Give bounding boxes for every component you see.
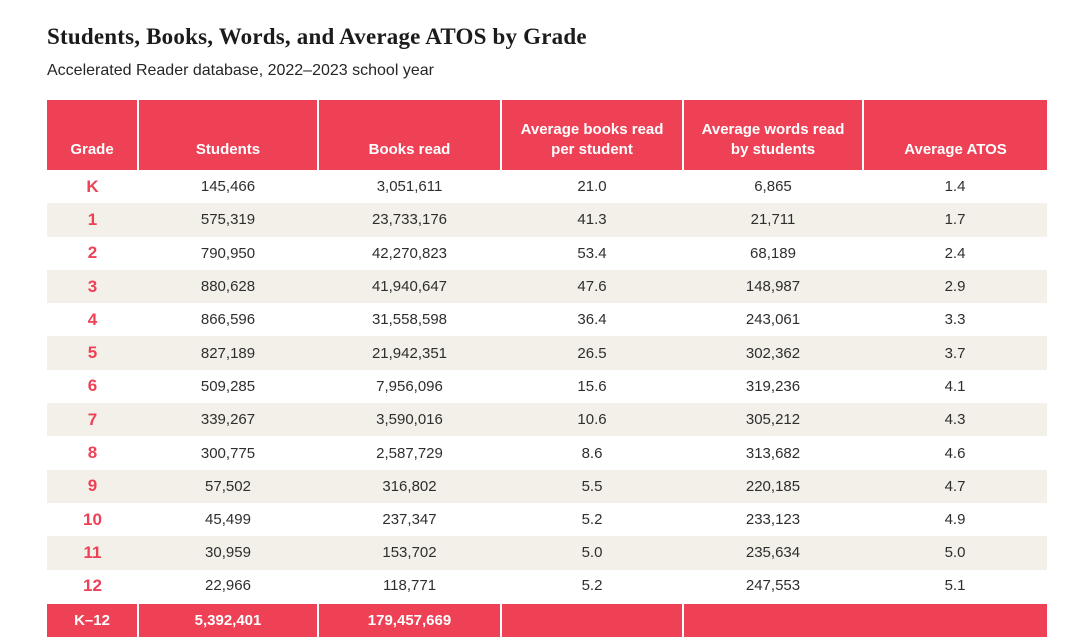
table-row xyxy=(47,336,1047,369)
col-header-avg-books: Average books read per student xyxy=(501,100,683,170)
cell-avg-words: 68,189 xyxy=(750,244,796,262)
cell-avg-words: 21,711 xyxy=(750,211,796,229)
table-row xyxy=(47,470,1047,503)
cell-avg-words: 313,682 xyxy=(745,444,801,462)
cell-avg-atos: 3.7 xyxy=(944,344,966,362)
table-row xyxy=(47,203,1047,236)
cell-grade: 8 xyxy=(87,443,98,463)
cell-books-read: 2,587,729 xyxy=(376,444,443,462)
table-row xyxy=(47,270,1047,303)
totals-avg-books xyxy=(501,603,683,637)
page-title: Students, Books, Words, and Average ATOS by Grade xyxy=(47,24,587,49)
cell-books-read: 7,956,096 xyxy=(376,377,443,395)
cell-students: 339,267 xyxy=(200,411,256,429)
cell-avg-books: 8.6 xyxy=(581,444,603,462)
table-row xyxy=(47,237,1047,270)
cell-books-read: 118,771 xyxy=(382,577,437,595)
cell-avg-books: 5.0 xyxy=(581,544,603,562)
table-row xyxy=(47,403,1047,436)
cell-students: 30,959 xyxy=(205,544,251,562)
cell-avg-atos: 4.6 xyxy=(944,444,966,462)
cell-books-read: 31,558,598 xyxy=(371,311,448,329)
table-row xyxy=(47,536,1047,569)
cell-avg-books: 5.2 xyxy=(581,511,603,529)
cell-grade: 1 xyxy=(87,209,98,229)
cell-avg-books: 5.2 xyxy=(581,577,603,595)
cell-avg-atos: 1.7 xyxy=(944,211,966,229)
cell-avg-books: 26.5 xyxy=(577,344,607,362)
cell-grade: 5 xyxy=(87,343,98,363)
col-header-avg-words: Average words read by students xyxy=(683,100,863,170)
atos-by-grade-table xyxy=(47,100,1047,637)
cell-avg-books: 21.0 xyxy=(577,178,607,196)
cell-avg-books: 15.6 xyxy=(577,377,607,395)
header-row xyxy=(47,100,1047,170)
cell-avg-words: 235,634 xyxy=(745,544,801,562)
cell-students: 575,319 xyxy=(200,211,256,229)
cell-avg-words: 305,212 xyxy=(745,411,801,429)
cell-grade: K xyxy=(86,176,99,196)
cell-avg-atos: 4.9 xyxy=(944,511,966,529)
cell-avg-words: 319,236 xyxy=(745,377,801,395)
totals-books-read: 179,457,669 xyxy=(318,603,501,637)
cell-grade: 11 xyxy=(83,542,102,562)
cell-avg-books: 36.4 xyxy=(577,311,607,329)
cell-students: 880,628 xyxy=(200,278,256,296)
cell-grade: 2 xyxy=(87,243,98,263)
table-row xyxy=(47,436,1047,469)
table-row xyxy=(47,503,1047,536)
col-header-grade: Grade xyxy=(47,100,138,170)
cell-grade: 3 xyxy=(87,276,98,296)
cell-students: 790,950 xyxy=(200,244,256,262)
cell-books-read: 237,347 xyxy=(382,511,437,529)
cell-grade: 7 xyxy=(87,409,98,429)
cell-books-read: 3,051,611 xyxy=(376,178,443,196)
cell-students: 45,499 xyxy=(205,511,251,529)
cell-avg-atos: 5.0 xyxy=(944,544,966,562)
cell-students: 145,466 xyxy=(200,178,256,196)
totals-grade: K–12 xyxy=(47,603,138,637)
cell-students: 827,189 xyxy=(200,344,256,362)
cell-avg-words: 247,553 xyxy=(745,577,801,595)
cell-avg-words: 302,362 xyxy=(745,344,801,362)
cell-books-read: 42,270,823 xyxy=(371,244,448,262)
page-subtitle: Accelerated Reader database, 2022–2023 school year xyxy=(47,62,434,79)
cell-avg-books: 5.5 xyxy=(581,477,603,495)
col-header-avg-atos: Average ATOS xyxy=(863,100,1047,170)
cell-avg-atos: 2.9 xyxy=(944,278,966,296)
table-row xyxy=(47,570,1047,603)
cell-students: 22,966 xyxy=(205,577,251,595)
cell-books-read: 316,802 xyxy=(382,477,437,495)
cell-avg-words: 243,061 xyxy=(745,311,801,329)
totals-avg-atos xyxy=(863,603,1047,637)
cell-avg-atos: 5.1 xyxy=(944,577,966,595)
table-row xyxy=(47,370,1047,403)
cell-books-read: 153,702 xyxy=(382,544,437,562)
cell-grade: 12 xyxy=(83,575,102,595)
cell-books-read: 21,942,351 xyxy=(371,344,448,362)
cell-books-read: 23,733,176 xyxy=(371,211,448,229)
cell-avg-atos: 4.3 xyxy=(944,411,966,429)
col-header-students: Students xyxy=(138,100,318,170)
cell-avg-books: 41.3 xyxy=(577,211,607,229)
cell-students: 57,502 xyxy=(205,477,251,495)
cell-avg-atos: 1.4 xyxy=(944,178,966,196)
cell-students: 300,775 xyxy=(200,444,256,462)
col-header-books-read: Books read xyxy=(318,100,501,170)
cell-grade: 10 xyxy=(83,509,102,529)
cell-avg-books: 10.6 xyxy=(577,411,607,429)
cell-avg-atos: 4.7 xyxy=(944,477,966,495)
cell-avg-atos: 3.3 xyxy=(944,311,966,329)
cell-books-read: 3,590,016 xyxy=(376,411,443,429)
cell-grade: 4 xyxy=(87,309,98,329)
totals-avg-words xyxy=(683,603,863,637)
table-row xyxy=(47,170,1047,203)
cell-avg-words: 220,185 xyxy=(745,477,801,495)
cell-avg-books: 47.6 xyxy=(577,278,607,296)
cell-avg-atos: 2.4 xyxy=(944,244,966,262)
cell-students: 509,285 xyxy=(200,377,256,395)
cell-avg-words: 6,865 xyxy=(754,178,792,196)
cell-grade: 6 xyxy=(87,376,98,396)
table-row xyxy=(47,303,1047,336)
cell-avg-atos: 4.1 xyxy=(944,377,966,395)
totals-students: 5,392,401 xyxy=(138,603,318,637)
cell-avg-words: 233,123 xyxy=(745,511,801,529)
cell-grade: 9 xyxy=(87,476,98,496)
cell-avg-words: 148,987 xyxy=(745,278,801,296)
cell-avg-books: 53.4 xyxy=(577,244,607,262)
cell-books-read: 41,940,647 xyxy=(371,278,448,296)
totals-row xyxy=(47,603,1047,637)
cell-students: 866,596 xyxy=(200,311,256,329)
